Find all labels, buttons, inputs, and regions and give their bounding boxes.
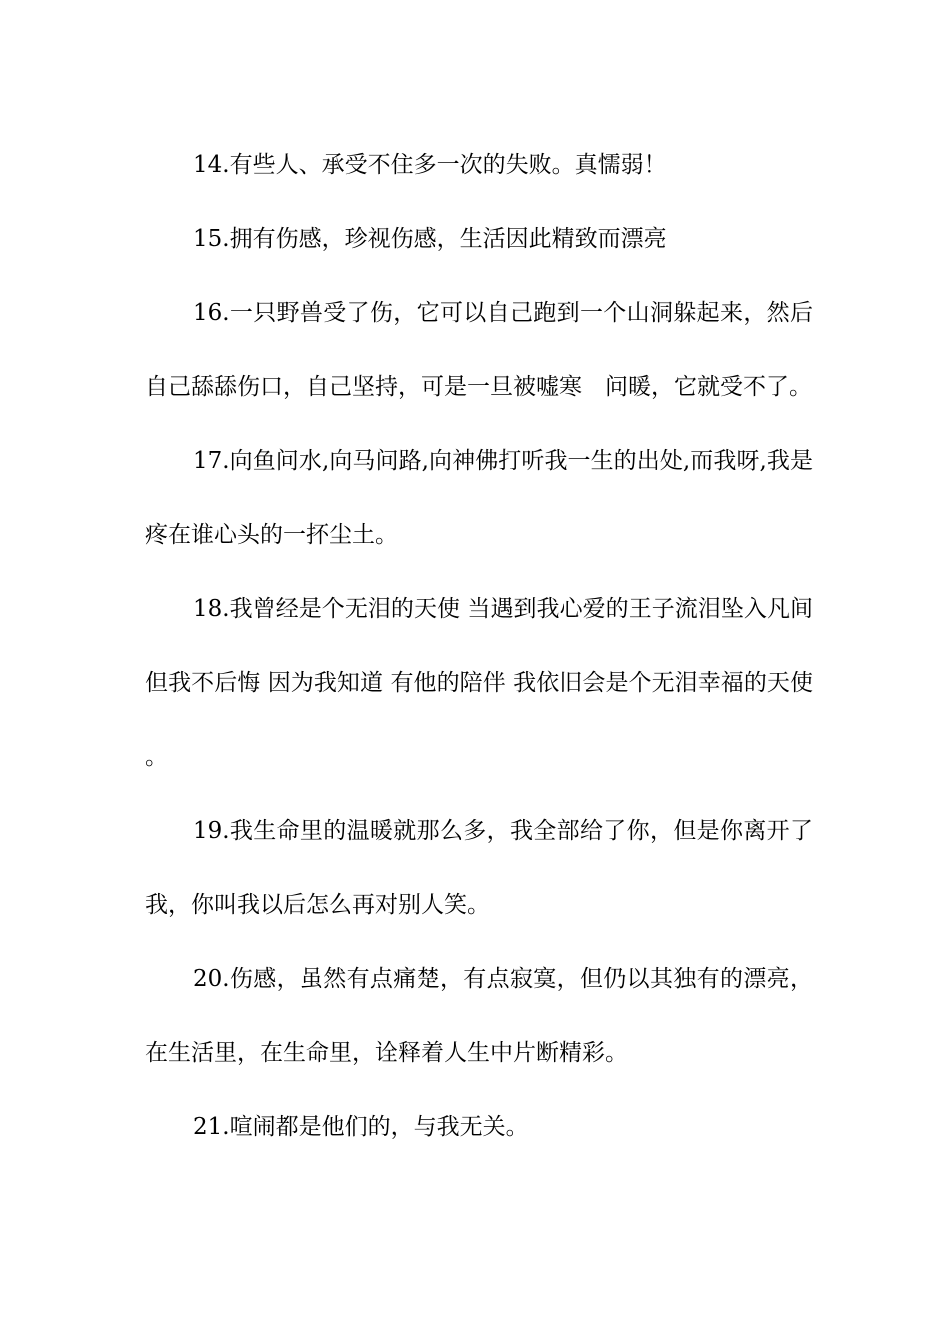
paragraph-15: 15.拥有伤感，珍视伤感，生活因此精致而漂亮 <box>193 226 667 252</box>
paragraph-16: 16.一只野兽受了伤，它可以自己跑到一个山洞躲起来，然后自己舔舔伤口，自己坚持，可是一旦被嘘寒 问暖，它就受不了。 <box>145 300 813 400</box>
document-body <box>145 128 821 1164</box>
paragraph-18: 18.我曾经是个无泪的天使 当遇到我心爱的王子流泪坠入凡间 但我不后悔 因为我知道 有他的陪伴 我依旧会是个无泪幸福的天使 。 <box>145 596 821 770</box>
paragraph-17: 17.向鱼问水,向马问路,向神佛打听我一生的出处,而我呀,我是疼在谁心头的一抔尘土。 <box>145 448 813 548</box>
paragraph-19: 19.我生命里的温暖就那么多，我全部给了你，但是你离开了我，你叫我以后怎么再对别人笑。 <box>145 818 813 918</box>
paragraph-14: 14.有些人、承受不住多一次的失败。真懦弱！ <box>193 152 667 178</box>
paragraph-20: 20.伤感，虽然有点痛楚，有点寂寞，但仍以其独有的漂亮，在生活里，在生命里，诠释着人生中片断精彩。 <box>145 966 813 1066</box>
paragraph-21: 21.喧闹都是他们的，与我无关。 <box>193 1114 529 1140</box>
